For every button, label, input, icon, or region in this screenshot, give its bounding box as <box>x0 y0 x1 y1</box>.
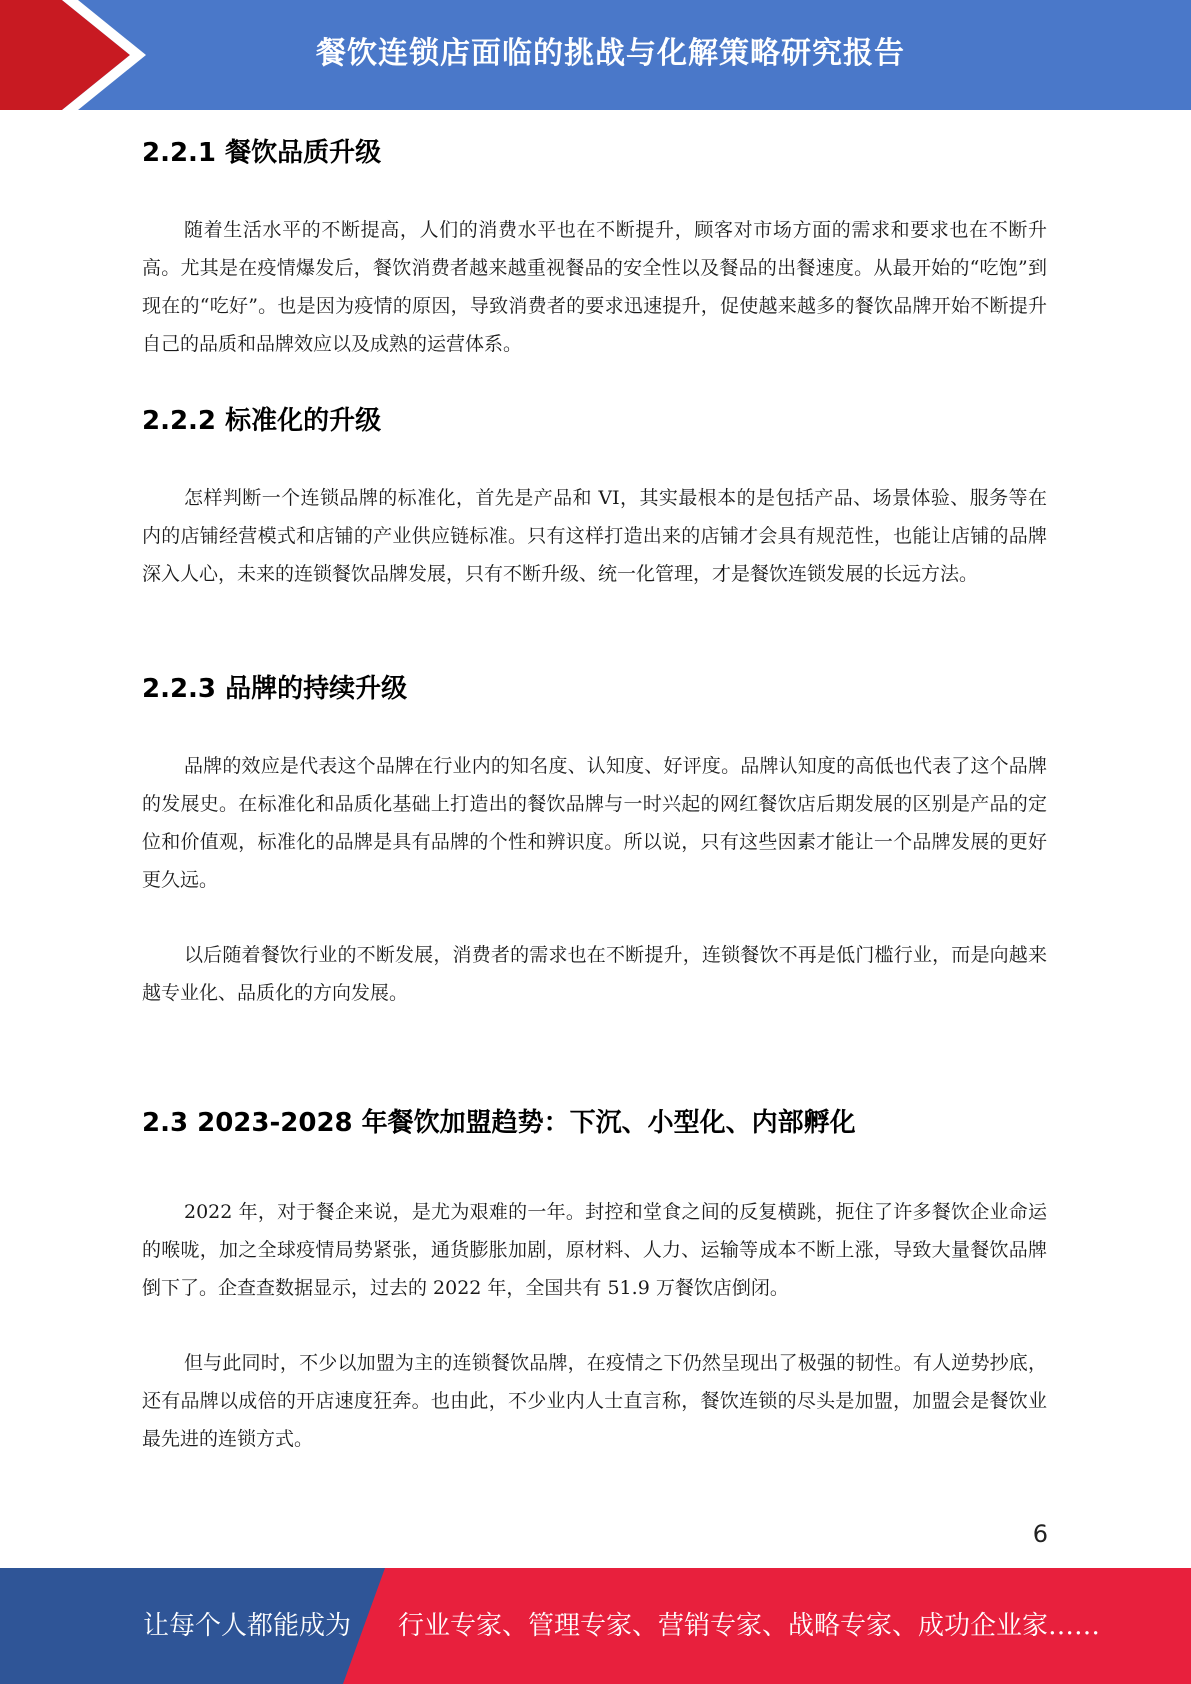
paragraph: 品牌的效应是代表这个品牌在行业内的知名度、认知度、好评度。品牌认知度的高低也代表了这个品牌的发展史。在标准化和品质化基础上打造出的餐饮品牌与一时兴起的网红餐饮店后期发展的区别是产品的定位和价值观，标准化的品牌是具有品牌的个性和辨识度。所以说，只有这些因素才能让一个品牌发展的更好更久远。 <box>142 755 1047 891</box>
page-header <box>0 0 1191 110</box>
paragraph: 随着生活水平的不断提高，人们的消费水平也在不断提升，顾客对市场方面的需求和要求也在不断升高。尤其是在疫情爆发后，餐饮消费者越来越重视餐品的安全性以及餐品的出餐速度。从最开始的“吃饱”到现在的“吃好”。也是因为疫情的原因，导致消费者的要求迅速提升，促使越来越多的餐饮品牌开始不断提升自己的品质和品牌效应以及成熟的运营体系。 <box>142 219 1047 355</box>
page-number: 6 <box>1032 1520 1048 1548</box>
section-heading-2-3: 2.3 2023-2028 年餐饮加盟趋势：下沉、小型化、内部孵化 <box>142 1108 856 1138</box>
paragraph: 以后随着餐饮行业的不断发展，消费者的需求也在不断提升，连锁餐饮不再是低门槛行业，而是向越来越专业化、品质化的方向发展。 <box>142 944 1047 1004</box>
paragraph: 怎样判断一个连锁品牌的标准化，首先是产品和 VI，其实最根本的是包括产品、场景体验、服务等在内的店铺经营模式和店铺的产业供应链标准。只有这样打造出来的店铺才会具有规范性，也能让店铺的品牌深入人心，未来的连锁餐饮品牌发展，只有不断升级、统一化管理，才是餐饮连锁发展的长远方法。 <box>142 487 1047 585</box>
footer-slogan-right: 行业专家、管理专家、营销专家、战略专家、成功企业家…… <box>398 1611 1101 1641</box>
section-heading-2-2-3: 2.2.3 品牌的持续升级 <box>142 674 408 704</box>
document-title: 餐饮连锁店面临的挑战与化解策略研究报告 <box>316 36 905 71</box>
paragraph: 但与此同时，不少以加盟为主的连锁餐饮品牌，在疫情之下仍然呈现出了极强的韧性。有人逆势抄底，还有品牌以成倍的开店速度狂奔。也由此，不少业内人士直言称，餐饮连锁的尽头是加盟，加盟会是餐饮业最先进的连锁方式。 <box>142 1352 1047 1450</box>
footer-slogan-left: 让每个人都能成为 <box>143 1611 352 1641</box>
section-heading-2-2-2: 2.2.2 标准化的升级 <box>142 406 382 436</box>
section-heading-2-2-1: 2.2.1 餐饮品质升级 <box>142 138 382 168</box>
page-footer <box>0 1568 1191 1684</box>
paragraph: 2022 年，对于餐企来说，是尤为艰难的一年。封控和堂食之间的反复横跳，扼住了许多餐饮企业命运的喉咙，加之全球疫情局势紧张，通货膨胀加剧，原材料、人力、运输等成本不断上涨，导致大量餐饮品牌倒下了。企查查数据显示，过去的 2022 年，全国共有 51.9 万餐饮店倒闭。 <box>142 1201 1047 1299</box>
